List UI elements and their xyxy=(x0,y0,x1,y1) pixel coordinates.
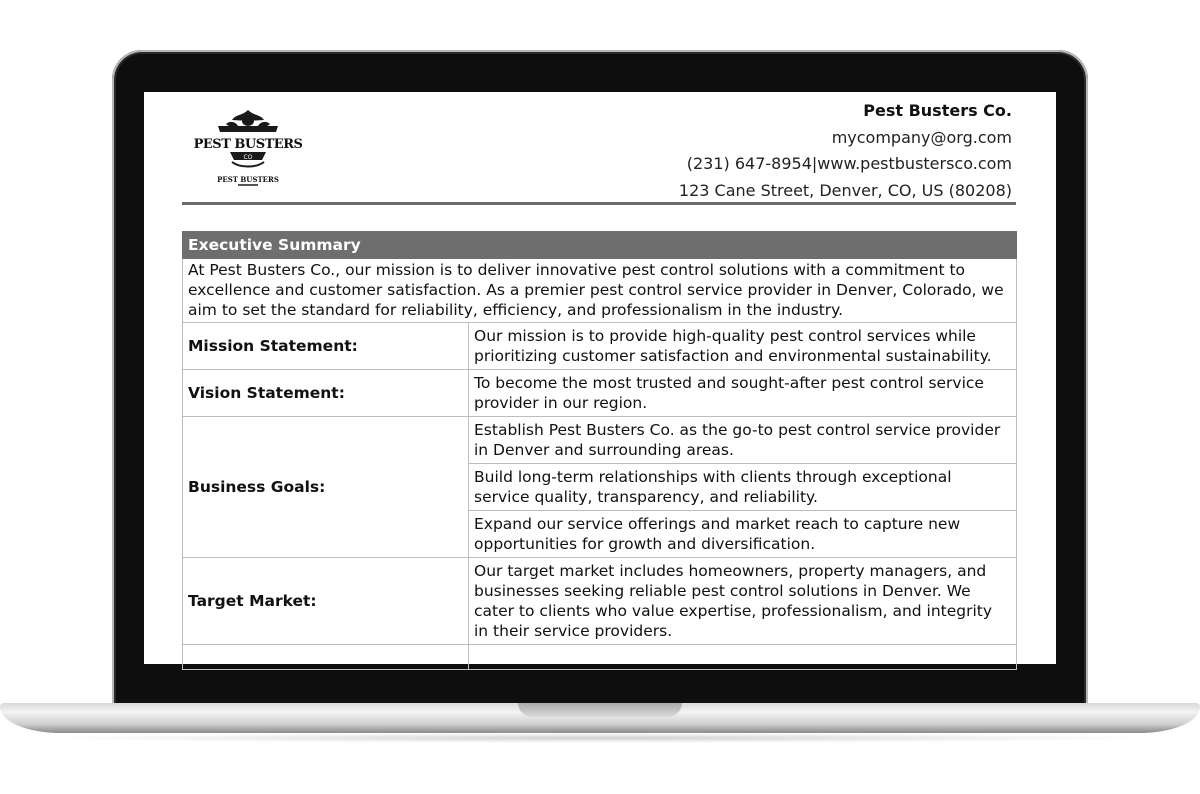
goal-item: Build long-term relationships with clients through exceptional service quality, transparency, and reliability. xyxy=(469,464,1017,511)
executive-summary-intro: At Pest Busters Co., our mission is to deliver innovative pest control solutions with a commitment to excellence and customer satisfaction. As a premier pest control service provider in Denver, Colorado, we aim to set the standard for reliability, efficiency, and professionalism in the industry. xyxy=(183,259,1017,323)
vision-value: To become the most trusted and sought-after pest control service provider in our region. xyxy=(469,370,1017,417)
svg-text:PEST BUSTERS: PEST BUSTERS xyxy=(193,137,303,152)
vision-row xyxy=(183,370,1017,417)
company-email[interactable]: mycompany@org.com xyxy=(831,127,1012,147)
svg-text:CO: CO xyxy=(243,154,253,161)
company-contact-block xyxy=(679,98,1012,204)
executive-summary-table xyxy=(182,231,1017,670)
company-phone-website xyxy=(679,151,1012,178)
pest-busters-logo-icon xyxy=(193,106,303,196)
target-market-label: Target Market: xyxy=(183,558,469,645)
laptop-notch xyxy=(518,703,682,717)
company-website[interactable]: www.pestbustersco.com xyxy=(817,154,1012,173)
svg-text:PEST BUSTERS: PEST BUSTERS xyxy=(217,175,279,184)
mission-value: Our mission is to provide high-quality pest control services while prioritizing customer satisfaction and environmental sustainability. xyxy=(469,323,1017,370)
mission-row xyxy=(183,323,1017,370)
vision-label: Vision Statement: xyxy=(183,370,469,417)
laptop-screen xyxy=(144,92,1056,664)
company-phone: (231) 647-8954 xyxy=(686,154,812,173)
goal-item: Expand our service offerings and market reach to capture new opportunities for growth and diversification. xyxy=(469,511,1017,558)
header-divider xyxy=(182,202,1016,205)
goals-row xyxy=(183,417,1017,464)
contact-separator: | xyxy=(811,154,818,173)
company-logo xyxy=(193,106,303,196)
company-name: Pest Busters Co. xyxy=(863,101,1012,120)
company-address: 123 Cane Street, Denver, CO, US (80208) xyxy=(678,180,1012,200)
laptop-shadow xyxy=(40,733,1160,743)
goals-label: Business Goals: xyxy=(183,417,469,558)
goal-item: Establish Pest Busters Co. as the go-to pest control service provider in Denver and surrounding areas. xyxy=(469,417,1017,464)
next-row-partial xyxy=(183,645,1017,670)
mission-label: Mission Statement: xyxy=(183,323,469,370)
target-market-value: Our target market includes homeowners, property managers, and businesses seeking reliable pest control solutions in Denver. We cater to clients who value expertise, professionalism, and integrity in their service providers. xyxy=(469,558,1017,645)
target-market-row xyxy=(183,558,1017,645)
executive-summary-heading: Executive Summary xyxy=(183,232,1017,259)
